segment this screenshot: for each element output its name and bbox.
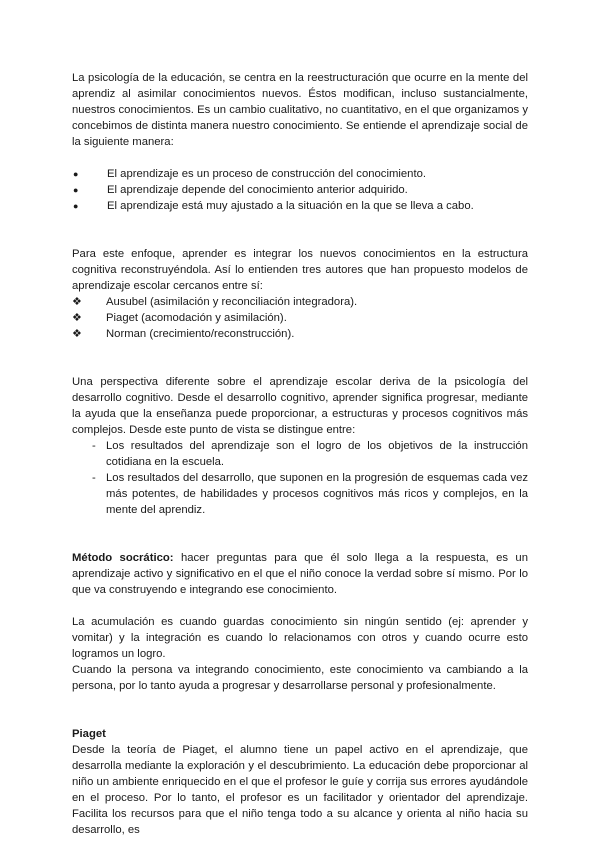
- paragraph-piaget: Desde la teoría de Piaget, el alumno tiene un papel activo en el aprendizaje, que desarrolla mediante la exploración y el descubrimiento. La educación debe proporcionar al niño un ambiente enriquecido en el que el profesor le guíe y corrija sus errores ayudándole en el proceso. Por lo tanto, el profesor es un facilitador y orientador del aprendizaje. Facilita los recursos para que el niño tenga todo a su alcance y orienta al niño hacia su desarrollo, es: [72, 744, 528, 836]
- dash-bullet-icon: -: [92, 440, 96, 452]
- paragraph-enfoque: Para este enfoque, aprender es integrar los nuevos conocimientos en la estructura cognitiva reconstruyéndola. Así lo entienden tres autores que han propuesto modelos de aprendizaje escolar cercanos entre sí:: [72, 248, 528, 292]
- bullet-dot-icon: ●: [73, 201, 79, 211]
- list-item: ● El aprendizaje es un proceso de construcción del conocimiento.: [73, 168, 427, 180]
- bullet-dot-icon: ●: [73, 185, 79, 195]
- paragraph-intro: La psicología de la educación, se centra en la reestructuración que ocurre en la mente del aprendiz al asimilar conocimientos nuevos. Éstos modifican, incluso sustancialmente, nuestros conocimientos. Es un cambio cualitativo, no cuantitativo, en el que organizamos y concebimos de distinta manera nuestro conocimiento. Se entiende el aprendizaje social de la siguiente manera:: [72, 72, 528, 148]
- paragraph-acumulacion: La acumulación es cuando guardas conocimiento sin ningún sentido (ej: aprender y vomitar) y la integración es cuando lo relacionamos con otros y cuando ocurre esto logramos un logro.: [72, 616, 528, 660]
- list-item: - Los resultados del desarrollo, que suponen en la progresión de esquemas cada vez más potentes, de habilidades y procesos cognitivos más ricos y complejos, en la mente del aprendiz.: [92, 472, 528, 516]
- list-item: - Los resultados del aprendizaje son el logro de los objetivos de la instrucción cotidiana en la escuela.: [92, 440, 528, 468]
- list-item: ❖ Norman (crecimiento/reconstrucción).: [72, 328, 295, 340]
- term-metodo-socratico: Método socrático:: [72, 552, 174, 564]
- paragraph-metodo-socratico: Método socrático: hacer preguntas para que él solo llega a la respuesta, es un aprendizaje activo y significativo en el que el niño conoce la verdad sobre sí mismo. Por lo que va construyendo e integrando ese conocimiento.: [72, 552, 528, 596]
- list-item: ● El aprendizaje está muy ajustado a la situación en la que se lleva a cabo.: [73, 200, 474, 212]
- heading-piaget: Piaget: [72, 728, 106, 740]
- diamond-bullet-icon: ❖: [72, 296, 82, 308]
- list-item: ❖ Piaget (acomodación y asimilación).: [72, 312, 287, 324]
- bullet-list-autores: [72, 294, 528, 342]
- diamond-bullet-icon: ❖: [72, 312, 82, 324]
- bullet-list-aprendizaje: [72, 166, 528, 214]
- paragraph-perspectiva: Una perspectiva diferente sobre el aprendizaje escolar deriva de la psicología del desarrollo cognitivo. Desde el desarrollo cognitivo, aprender significa progresar, mediante la ayuda que la enseñanza puede proporcionar, a estructuras y procesos cognitivos más complejos. Desde este punto de vista se distingue entre:: [72, 376, 528, 436]
- dash-list-resultados: [72, 438, 528, 518]
- list-item: ❖ Ausubel (asimilación y reconciliación integradora).: [72, 296, 358, 308]
- bullet-dot-icon: ●: [73, 169, 79, 179]
- dash-bullet-icon: -: [92, 472, 96, 484]
- diamond-bullet-icon: ❖: [72, 328, 82, 340]
- document-body: [72, 70, 528, 838]
- paragraph-integracion: Cuando la persona va integrando conocimiento, este conocimiento va cambiando a la persona, por lo tanto ayuda a progresar y desarrollarse personal y profesionalmente.: [72, 664, 528, 692]
- list-item: ● El aprendizaje depende del conocimiento anterior adquirido.: [73, 184, 408, 196]
